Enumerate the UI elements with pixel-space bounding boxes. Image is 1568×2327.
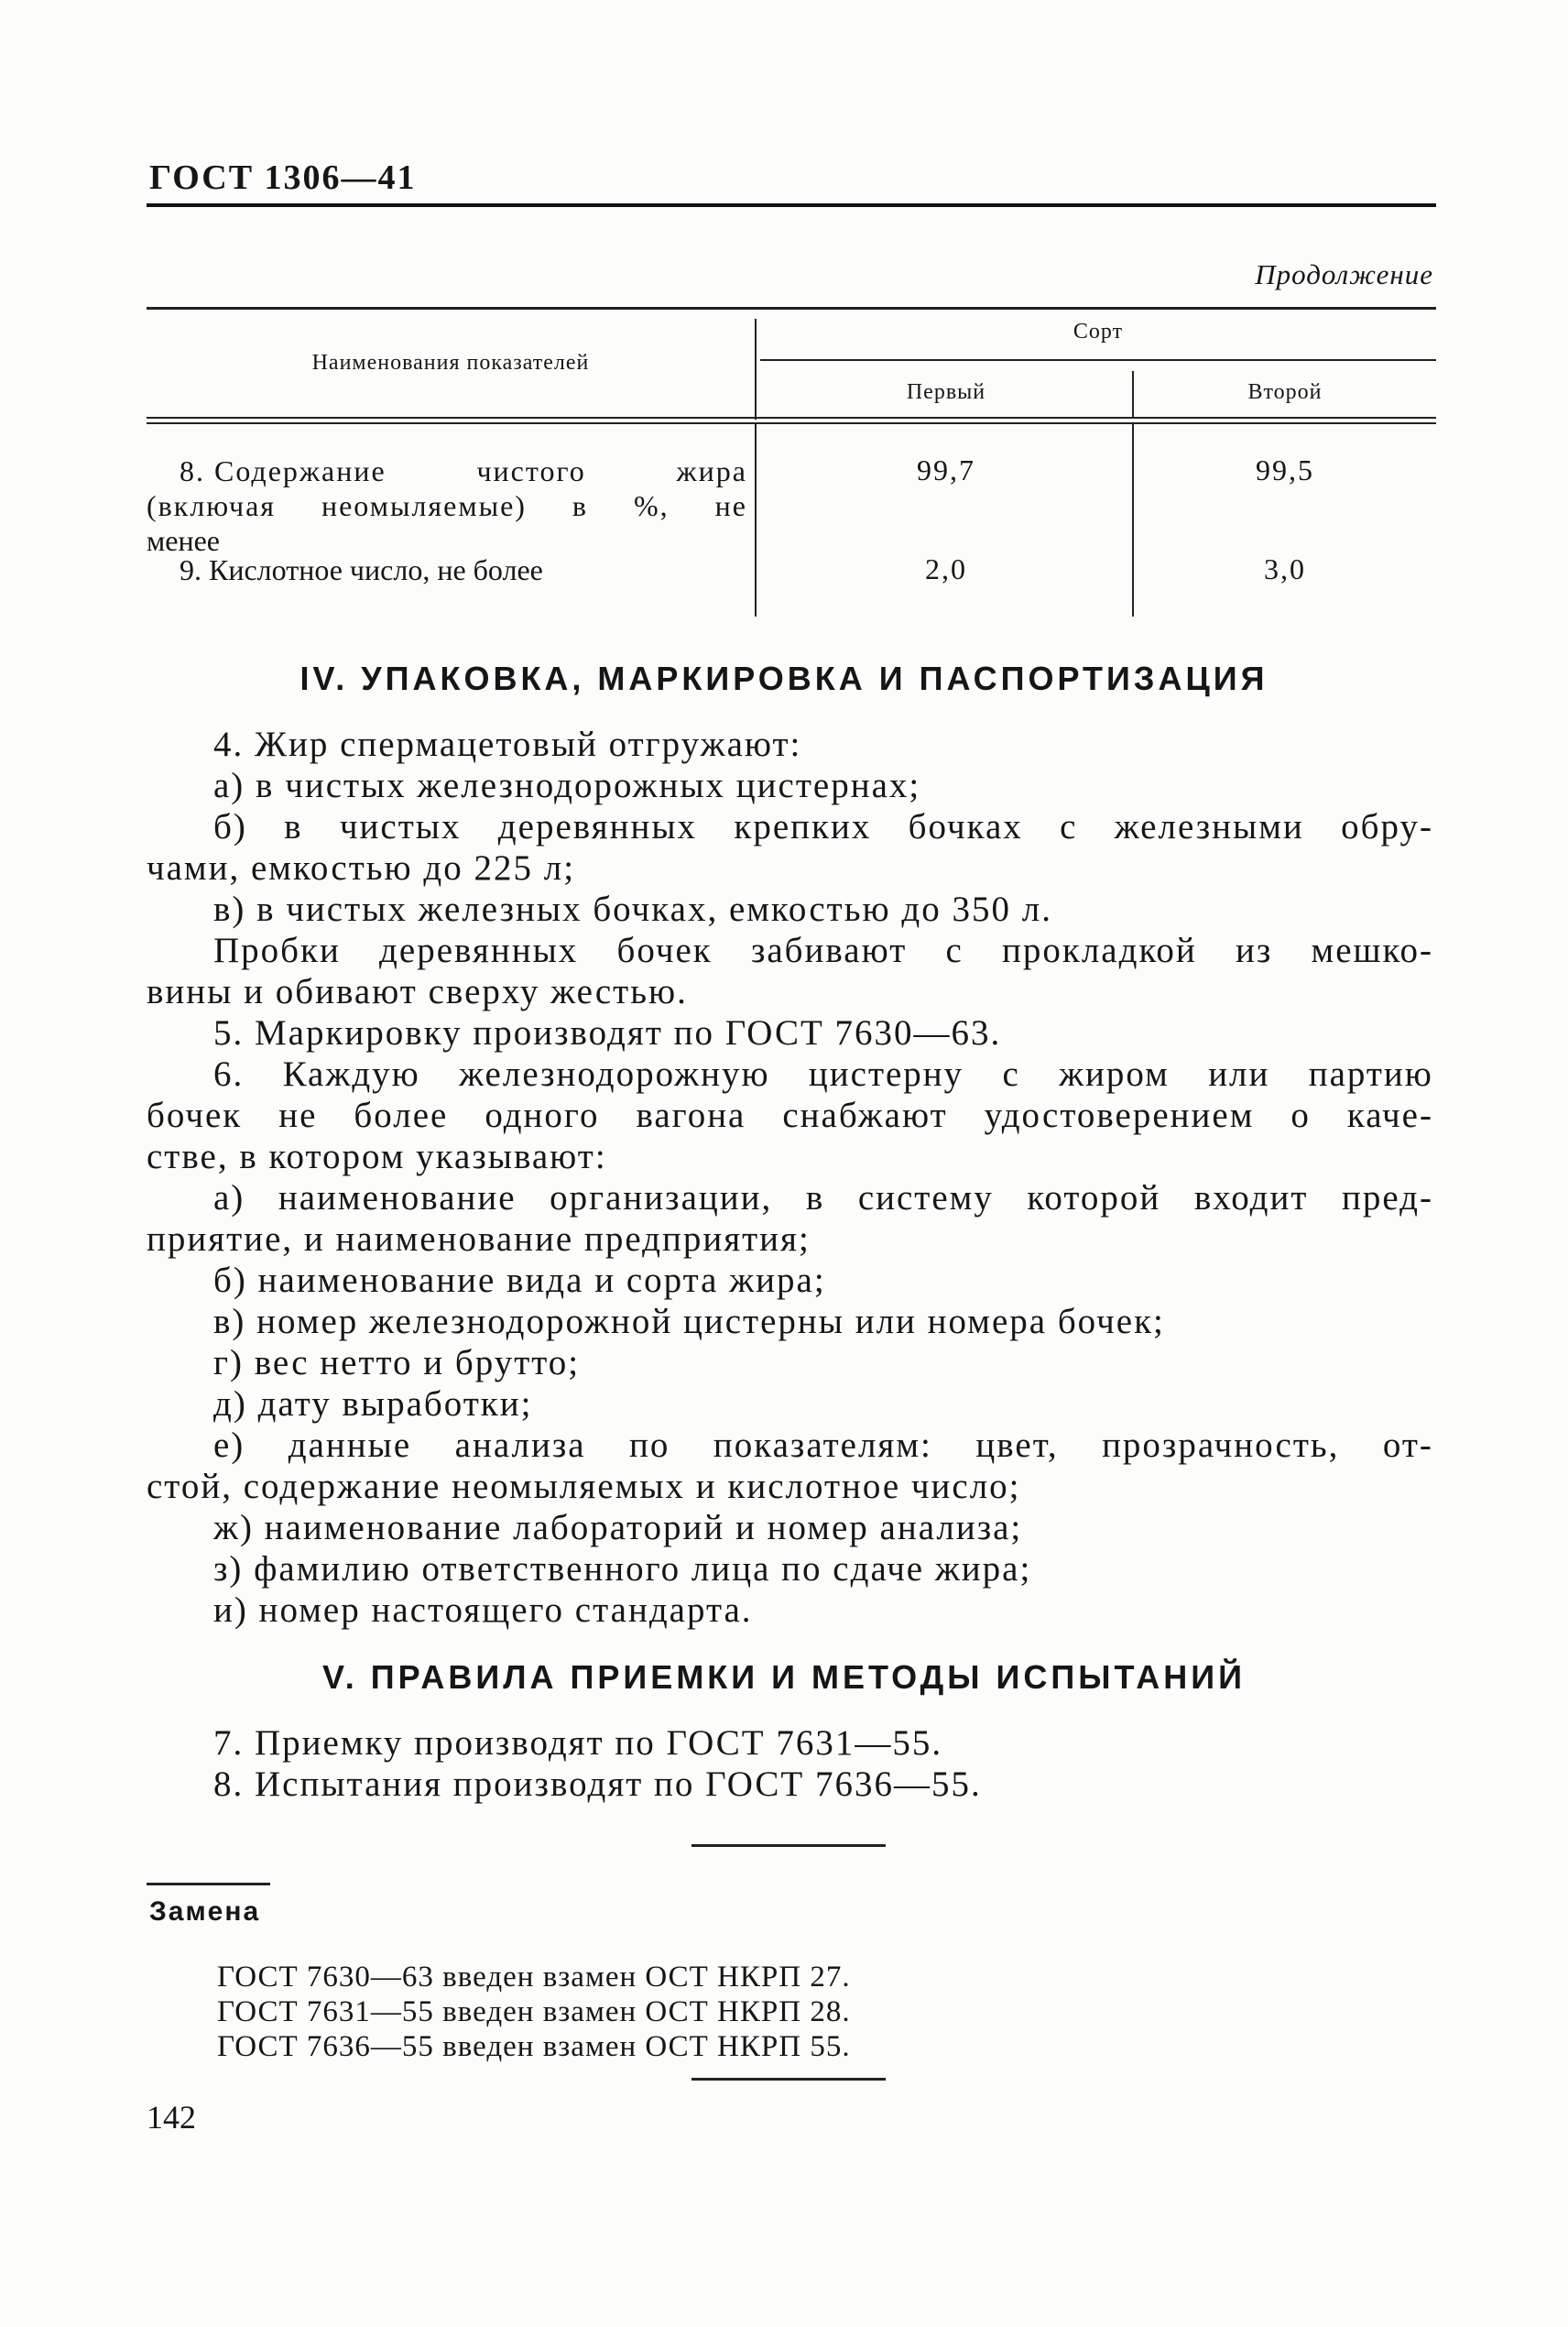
table-row-2-second: 3,0 (1264, 552, 1306, 585)
justified-word: в (284, 807, 303, 847)
justified-word: показателям: (713, 1426, 932, 1465)
row1-word: чистого (476, 454, 586, 487)
table-header-second: Второй (1247, 380, 1323, 404)
justified-word: данные (288, 1426, 412, 1465)
justified-word: мешко- (1311, 931, 1433, 970)
table-header-first: Первый (906, 380, 986, 404)
section-4-line: д) дату выработки; (213, 1384, 533, 1424)
table-row-1-name-line-3: менее (147, 524, 220, 557)
justified-word: бочек (147, 1096, 243, 1135)
table-group-rule (760, 359, 1436, 361)
justified-word: деревянных (497, 807, 698, 847)
justified-word: каче- (1346, 1096, 1433, 1135)
justified-word: по (629, 1426, 670, 1465)
justified-word: железными (1114, 807, 1304, 847)
justified-word: систему (857, 1178, 994, 1218)
section-4-line: в) номер железнодорожной цистерны или номера бочек; (213, 1302, 1165, 1341)
row1-word: в (572, 489, 589, 522)
section-4-line (213, 806, 1433, 847)
page-number: 142 (147, 2099, 196, 2136)
justified-word: с (945, 931, 964, 970)
section-4-line: з) фамилию ответственного лица по сдаче жира; (213, 1549, 1032, 1589)
justified-word: обру- (1341, 807, 1433, 847)
justified-word: о (1290, 1096, 1311, 1135)
justified-word: анализа (454, 1426, 586, 1465)
justified-word: в (805, 1178, 825, 1218)
section-4-line: а) в чистых железнодорожных цистернах; (213, 766, 921, 805)
section-4-line (147, 1095, 1433, 1136)
justified-word: снабжают (782, 1096, 948, 1135)
justified-word: от- (1382, 1426, 1433, 1465)
section-4-line: г) вес нетто и брутто; (213, 1343, 581, 1382)
justified-word: Пробки (213, 931, 341, 970)
table-row-1-first: 99,7 (917, 453, 975, 486)
justified-word: цистерну (808, 1054, 964, 1094)
justified-word: Каждую (282, 1054, 420, 1094)
justified-word: е) (213, 1426, 245, 1465)
table-header-grade: Сорт (1073, 320, 1124, 344)
section-4-heading: IV. УПАКОВКА, МАРКИРОВКА И ПАСПОРТИЗАЦИЯ (299, 660, 1269, 697)
section-4-line: и) номер настоящего стандарта. (213, 1590, 753, 1630)
header-rule (147, 203, 1436, 207)
justified-word: крепких (734, 807, 872, 847)
table-header-name: Наименования показателей (311, 351, 590, 375)
table-row-1-name-line-2 (147, 488, 747, 523)
justified-word: из (1236, 931, 1273, 970)
row1-word: не (714, 489, 747, 522)
justified-word: бочках (908, 807, 1023, 847)
table-top-rule (147, 307, 1436, 310)
justified-word: с (1060, 807, 1078, 847)
justified-word: б) (213, 807, 247, 847)
document-title: ГОСТ 1306—41 (149, 158, 417, 197)
section-4-line: в) в чистых железных бочках, емкостью до 350 л. (213, 890, 1052, 929)
justified-word: удостоверением (984, 1096, 1255, 1135)
section-4-line: ж) наименование лабораторий и номер анализа; (213, 1508, 1023, 1547)
section-divider (691, 1844, 886, 1847)
row1-word: неомыляемые) (321, 489, 527, 522)
replacement-line: ГОСТ 7636—55 введен взамен ОСТ НКРП 55. (217, 2030, 851, 2063)
table-body-col-divider (755, 424, 757, 617)
justified-word: входит (1193, 1178, 1309, 1218)
table-row-2-name: 9. Кислотное число, не более (180, 553, 543, 586)
section-4-line: приятие, и наименование предприятия; (147, 1219, 811, 1259)
row1-word: (включая (147, 489, 276, 522)
section-4-line: стве, в котором указывают: (147, 1137, 607, 1176)
justified-word: не (278, 1096, 318, 1135)
quality-table (147, 307, 1436, 618)
row1-word: %, (634, 489, 670, 522)
section-4-line (213, 930, 1433, 971)
replacement-line: ГОСТ 7631—55 введен взамен ОСТ НКРП 28. (217, 1995, 851, 2028)
section-5-heading: V. ПРАВИЛА ПРИЕМКИ И МЕТОДЫ ИСПЫТАНИЙ (321, 1658, 1247, 1696)
justified-word: или (1208, 1054, 1270, 1094)
table-row-1-second: 99,5 (1256, 453, 1314, 486)
continued-label: Продолжение (1255, 258, 1433, 290)
section-4-line: 4. Жир спермацетовый отгружают: (213, 725, 802, 764)
section-4-line (213, 1177, 1433, 1218)
table-col-divider (755, 319, 757, 420)
justified-word: забивают (750, 931, 908, 970)
section-4-line: б) наименование вида и сорта жира; (213, 1261, 826, 1300)
row1-word: жира (676, 454, 747, 487)
section-5-line: 8. Испытания производят по ГОСТ 7636—55. (213, 1764, 982, 1804)
justified-word: жиром (1059, 1054, 1170, 1094)
justified-word: вагона (636, 1096, 746, 1135)
justified-word: железнодорожную (459, 1054, 770, 1094)
justified-word: 6. (213, 1054, 245, 1094)
table-row-1-name-line-1 (180, 453, 747, 488)
justified-word: прокладкой (1002, 931, 1197, 970)
justified-word: бочек (616, 931, 713, 970)
section-4-line: стой, содержание неомыляемых и кислотное число; (147, 1467, 1021, 1506)
justified-word: организации, (550, 1178, 773, 1218)
section-4-line (213, 1425, 1433, 1466)
section-4-line: 5. Маркировку производят по ГОСТ 7630—63. (213, 1013, 1002, 1053)
row1-word: 8. Содержание (180, 454, 387, 487)
table-header-rule-2 (147, 422, 1436, 424)
replacement-line: ГОСТ 7630—63 введен взамен ОСТ НКРП 27. (217, 1961, 851, 1994)
table-row-2-first: 2,0 (925, 552, 967, 585)
justified-word: а) (213, 1178, 245, 1218)
justified-word: которой (1027, 1178, 1161, 1218)
replacement-label: Замена (149, 1896, 261, 1927)
justified-word: более (354, 1096, 449, 1135)
end-divider (691, 2078, 886, 2081)
justified-word: с (1002, 1054, 1020, 1094)
justified-word: деревянных (379, 931, 579, 970)
justified-word: пред- (1341, 1178, 1433, 1218)
section-4-line: чами, емкостью до 225 л; (147, 848, 576, 888)
justified-word: партию (1308, 1054, 1433, 1094)
justified-word: наименование (278, 1178, 517, 1218)
justified-word: чистых (339, 807, 462, 847)
justified-word: одного (485, 1096, 600, 1135)
section-4-line: вины и обивают сверху жестью. (147, 972, 688, 1011)
justified-word: цвет, (975, 1426, 1059, 1465)
table-header-rule-1 (147, 417, 1436, 419)
replacement-label-rule (147, 1883, 270, 1885)
section-5-line: 7. Приемку производят по ГОСТ 7631—55. (213, 1723, 943, 1763)
justified-word: прозрачность, (1102, 1426, 1340, 1465)
section-4-line (213, 1054, 1433, 1095)
